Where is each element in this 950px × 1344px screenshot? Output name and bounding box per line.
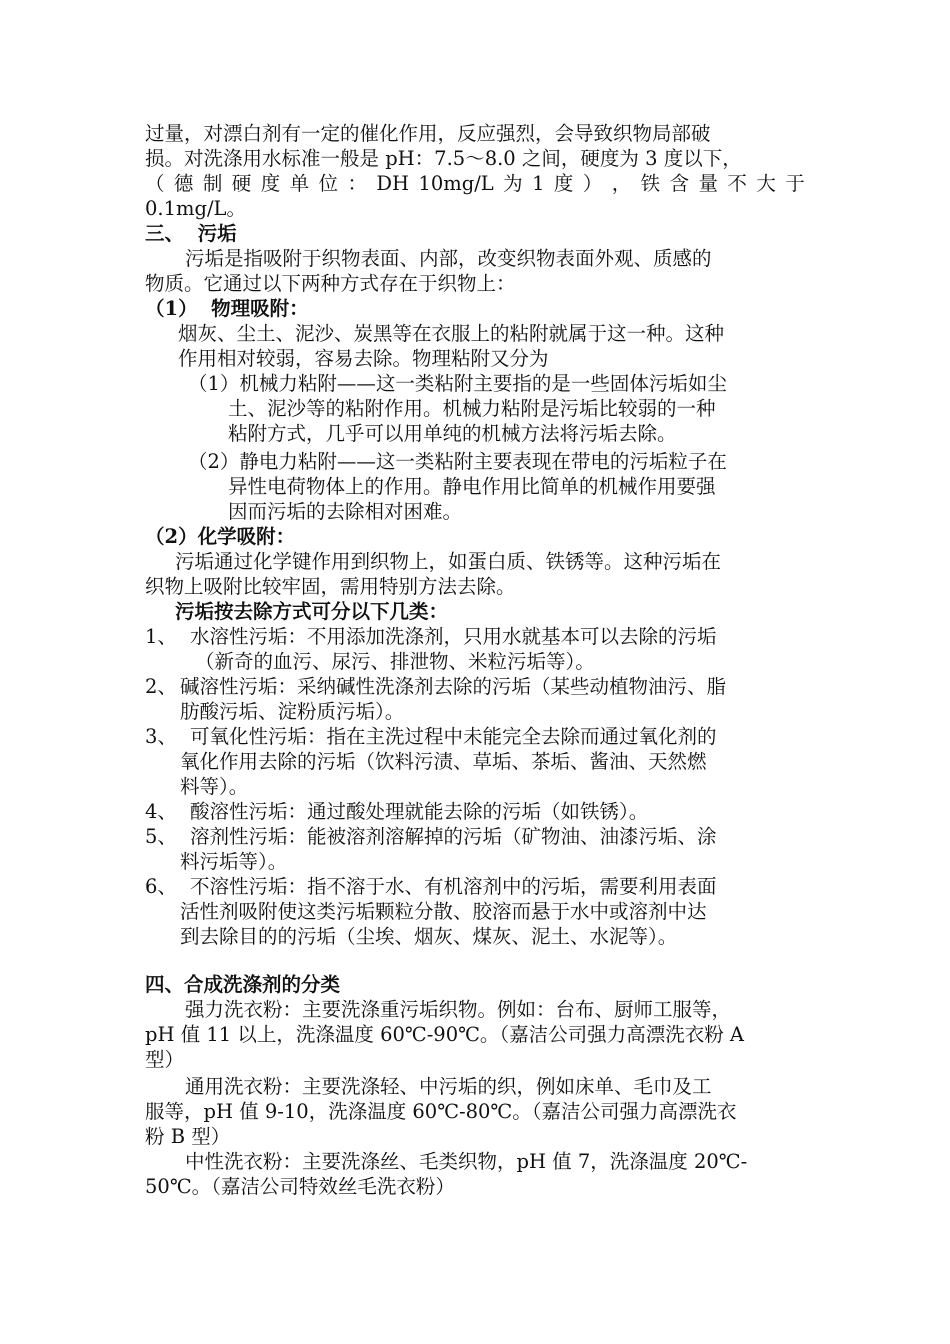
physical-line-1: 烟灰、尘土、泥沙、炭黑等在衣服上的粘附就属于这一种。这种 bbox=[178, 322, 725, 345]
chemical-line-2: 织物上吸附比较牢固，需用特别方法去除。 bbox=[145, 575, 516, 598]
list-item-6-line-3: 到去除目的的污垢（尘埃、烟灰、煤灰、泥土、水泥等）。 bbox=[180, 925, 678, 948]
s4-para-1-line-3: 型） bbox=[145, 1048, 185, 1071]
electrostatic-line-1: （2）静电力粘附——这一类粘附主要表现在带电的污垢粒子在 bbox=[188, 450, 727, 473]
intro-line-3-token: 含 bbox=[669, 172, 690, 195]
intro-line-3-token: 硬 bbox=[231, 172, 252, 195]
s4-para-2-line-1: 通用洗衣粉：主要洗涤轻、中污垢的织，例如床单、毛巾及工 bbox=[185, 1075, 712, 1098]
list-number: 1、 bbox=[145, 625, 177, 648]
chemical-line-1: 污垢通过化学键作用到织物上，如蛋白质、铁锈等。这种污垢在 bbox=[175, 550, 722, 573]
mechanical-line-2: 土、泥沙等的粘附作用。机械力粘附是污垢比较弱的一种 bbox=[228, 397, 716, 420]
intro-line-3-token: 铁 bbox=[640, 172, 661, 195]
intro-line-3-token: 度 bbox=[260, 172, 281, 195]
chemical-adsorption-heading: （2）化学吸附： bbox=[145, 525, 296, 548]
intro-line-3-token: 单 bbox=[289, 172, 310, 195]
intro-line-3 bbox=[145, 172, 805, 197]
list-item-2-line-2: 肪酸污垢、淀粉质污垢）。 bbox=[180, 700, 405, 723]
list-number: 2、 bbox=[145, 675, 177, 698]
list-item-6-line-1: 不溶性污垢：指不溶于水、有机溶剂中的污垢，需要利用表面 bbox=[190, 875, 717, 898]
list-item-1-line-1: 水溶性污垢：不用添加洗涤剂，只用水就基本可以去除的污垢 bbox=[190, 625, 717, 648]
mechanical-line-1: （1）机械力粘附——这一类粘附主要指的是一些固体污垢如尘 bbox=[188, 372, 727, 395]
intro-line-3-token: 度 bbox=[553, 172, 574, 195]
section-4-heading: 四、合成洗涤剂的分类 bbox=[145, 973, 341, 996]
list-item-1-line-2: （新奇的血污、尿污、排泄物、米粒污垢等）。 bbox=[195, 650, 595, 673]
s4-para-3-line-2: 50℃。（嘉洁公司特效丝毛洗衣粉） bbox=[145, 1175, 455, 1198]
list-item-6-line-2: 活性剂吸附使这类污垢颗粒分散、胶溶而悬于水中或溶剂中达 bbox=[180, 900, 707, 923]
list-number: 4、 bbox=[145, 800, 177, 823]
intro-line-3-token: 为 bbox=[503, 172, 523, 195]
intro-line-3-token: 不 bbox=[727, 172, 747, 195]
intro-line-3-token: 1 bbox=[532, 172, 545, 195]
intro-line-3-token: 制 bbox=[202, 172, 223, 195]
list-item-3-line-1: 可氧化性污垢：指在主洗过程中未能完全去除而通过氧化剂的 bbox=[190, 725, 717, 748]
list-item-5-line-2: 料污垢等）。 bbox=[180, 850, 288, 873]
s4-para-2-line-2: 服等，pH 值 9-10，洗涤温度 60℃-80℃。（嘉洁公司强力高漂洗衣 bbox=[145, 1100, 737, 1123]
s4-para-3-line-1: 中性洗衣粉：主要洗涤丝、毛类织物，pH 值 7，洗涤温度 20℃- bbox=[185, 1150, 748, 1173]
intro-line-3-token: ， bbox=[611, 172, 632, 195]
intro-line-3-token: 位 bbox=[318, 172, 339, 195]
intro-line-3-token: 于 bbox=[785, 172, 805, 195]
section-3-heading: 三、 污垢 bbox=[145, 222, 237, 245]
list-item-5-line-1: 溶剂性污垢：能被溶剂溶解掉的污垢（矿物油、油漆污垢、涂 bbox=[190, 825, 717, 848]
intro-line-3-token: 量 bbox=[698, 172, 719, 195]
intro-line-2: 损。对洗涤用水标准一般是 pH：7.5～8.0 之间，硬度为 3 度以下， bbox=[145, 147, 742, 170]
intro-line-3-token: DH bbox=[376, 172, 410, 195]
classification-heading: 污垢按去除方式可分以下几类： bbox=[175, 600, 449, 623]
list-item-3-line-2: 氧化作用去除的污垢（饮料污渍、草垢、茶垢、酱油、天然燃 bbox=[180, 750, 707, 773]
list-item-2-line-1: 碱溶性污垢：采纳碱性洗涤剂去除的污垢（某些动植物油污、脂 bbox=[180, 675, 727, 698]
intro-line-4: 0.1mg/L。 bbox=[145, 197, 247, 220]
s4-para-1-line-1: 强力洗衣粉：主要洗涤重污垢织物。例如：台布、厨师工服等， bbox=[185, 998, 732, 1021]
electrostatic-line-3: 因而污垢的去除相对困难。 bbox=[228, 500, 463, 523]
list-item-3-line-3: 料等）。 bbox=[180, 775, 249, 798]
s4-para-1-line-2: pH 值 11 以上，洗涤温度 60℃-90℃。（嘉洁公司强力高漂洗衣粉 A bbox=[145, 1023, 744, 1046]
mechanical-line-3: 粘附方式，几乎可以用单纯的机械方法将污垢去除。 bbox=[228, 422, 677, 445]
list-number: 5、 bbox=[145, 825, 177, 848]
intro-line-3-token: 10mg/L bbox=[418, 172, 494, 195]
s3-para-line-2: 物质。它通过以下两种方式存在于织物上： bbox=[145, 272, 516, 295]
intro-line-3-token: （ bbox=[145, 172, 165, 195]
electrostatic-line-2: 异性电荷物体上的作用。静电作用比简单的机械作用要强 bbox=[228, 475, 716, 498]
list-number: 3、 bbox=[145, 725, 177, 748]
list-number: 6、 bbox=[145, 875, 177, 898]
s3-para-line-1: 污垢是指吸附于织物表面、内部，改变织物表面外观、质感的 bbox=[185, 247, 712, 270]
list-item-4-line-1: 酸溶性污垢：通过酸处理就能去除的污垢（如铁锈）。 bbox=[190, 800, 649, 823]
physical-adsorption-heading: （1） 物理吸附： bbox=[145, 297, 309, 320]
intro-line-1: 过量，对漂白剂有一定的催化作用，反应强烈，会导致织物局部破 bbox=[145, 122, 711, 145]
intro-line-3-token: 大 bbox=[756, 172, 776, 195]
intro-line-3-token: ） bbox=[582, 172, 603, 195]
physical-line-2: 作用相对较弱，容易去除。物理粘附又分为 bbox=[178, 347, 549, 370]
s4-para-2-line-3: 粉 B 型） bbox=[145, 1125, 231, 1148]
intro-line-3-token: ： bbox=[347, 172, 367, 195]
intro-line-3-token: 德 bbox=[173, 172, 194, 195]
